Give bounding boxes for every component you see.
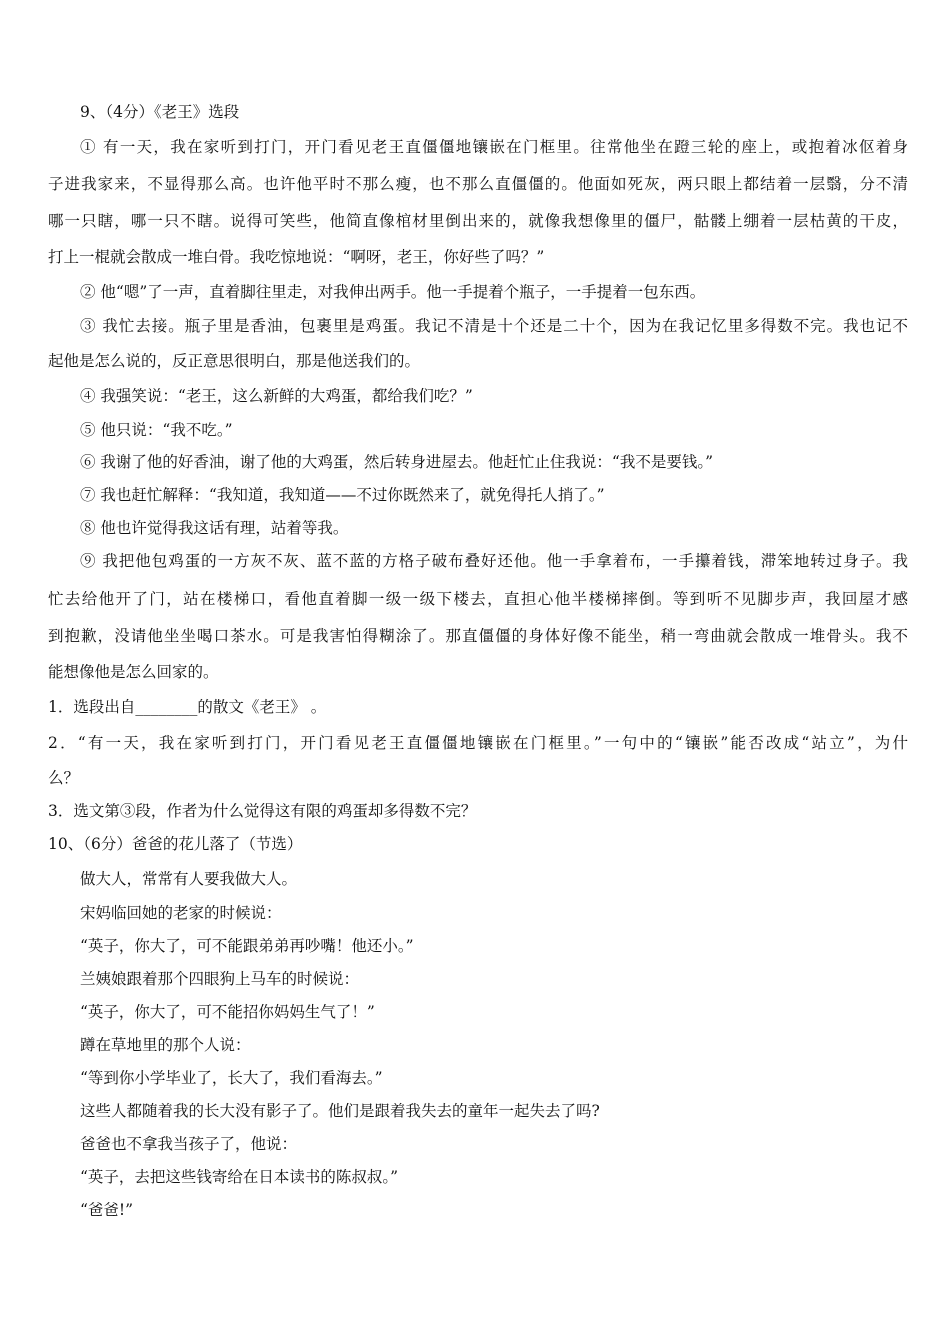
q9-para1-line1: ① 有一天，我在家听到打门，开门看见老王直僵僵地镶嵌在门框里。往常他坐在蹬三轮的座上，或抱着冰伛着身 <box>80 138 908 156</box>
q9-para9-line2: 忙去给他开了门，站在楼梯口，看他直着脚一级一级下楼去，直担心他半楼梯摔倒。等到听不见脚步声，我回屋才感 <box>48 590 908 608</box>
q9-para5-line1: ⑤ 他只说：“我不吃。” <box>80 421 233 439</box>
q10-heading: 10、（6分）爸爸的花儿落了（节选） <box>48 835 303 853</box>
q9-para2-line1: ② 他“嗯”了一声，直着脚往里走，对我伸出两手。他一手提着个瓶子，一手提着一包东西。 <box>80 283 706 301</box>
q10-line6: 蹲在草地里的那个人说： <box>80 1036 251 1054</box>
q9-para9-line4: 能想像他是怎么回家的。 <box>48 663 219 681</box>
q9-para7-line1: ⑦ 我也赶忙解释：“我知道，我知道——不过你既然来了，就免得托人捎了。” <box>80 486 605 504</box>
q10-line4: 兰姨娘跟着那个四眼狗上马车的时候说： <box>80 970 360 988</box>
q9-para8-line1: ⑧ 他也许觉得我这话有理，站着等我。 <box>80 519 349 537</box>
q10-line11: “爸爸!” <box>80 1201 134 1219</box>
q10-line9: 爸爸也不拿我当孩子了，他说： <box>80 1135 298 1153</box>
q9-heading: 9、（4分）《老王》选段 <box>80 103 240 121</box>
q9-question3: 3．选文第③段，作者为什么觉得这有限的鸡蛋却多得数不完？ <box>48 802 477 820</box>
q10-line3: “英子，你大了，可不能跟弟弟再吵嘴！他还小。” <box>80 937 414 955</box>
q10-line10: “英子，去把这些钱寄给在日本读书的陈叔叔。” <box>80 1168 399 1186</box>
q10-line7: “等到你小学毕业了，长大了，我们看海去。” <box>80 1069 383 1087</box>
q9-para4-line1: ④ 我强笑说：“老王，这么新鲜的大鸡蛋，都给我们吃？” <box>80 387 473 405</box>
q10-line8: 这些人都随着我的长大没有影子了。他们是跟着我失去的童年一起失去了吗? <box>80 1102 600 1120</box>
q9-para3-line2: 起他是怎么说的，反正意思很明白，那是他送我们的。 <box>48 352 421 370</box>
q9-para1-line2: 子进我家来，不显得那么高。也许他平时不那么瘦，也不那么直僵僵的。他面如死灰，两只眼上都结着一层翳，分不清 <box>48 175 908 193</box>
q9-question2-line1: 2．“有一天，我在家听到打门，开门看见老王直僵僵地镶嵌在门框里。”一句中的“镶嵌”能否改成“站立”，为什 <box>48 734 908 752</box>
q10-line2: 宋妈临回她的老家的时候说： <box>80 904 282 922</box>
q9-para9-line1: ⑨ 我把他包鸡蛋的一方灰不灰、蓝不蓝的方格子破布叠好还他。他一手拿着布，一手攥着钱，滞笨地转过身子。我 <box>80 552 908 570</box>
q9-para1-line3: 哪一只瞎，哪一只不瞎。说得可笑些，他简直像棺材里倒出来的，就像我想像里的僵尸，骷髅上绷着一层枯黄的干皮， <box>48 212 908 230</box>
q9-para6-line1: ⑥ 我谢了他的好香油，谢了他的大鸡蛋，然后转身进屋去。他赶忙止住我说：“我不是要钱。” <box>80 453 714 471</box>
q9-question2-line2: 么？ <box>48 769 80 787</box>
q9-question1: 1．选段出自________的散文《老王》 。 <box>48 698 327 716</box>
q9-para9-line3: 到抱歉，没请他坐坐喝口茶水。可是我害怕得糊涂了。那直僵僵的身体好像不能坐，稍一弯曲就会散成一堆骨头。我不 <box>48 627 908 645</box>
q9-para3-line1: ③ 我忙去接。瓶子里是香油，包裹里是鸡蛋。我记不清是十个还是二十个，因为在我记忆里多得数不完。我也记不 <box>80 317 908 335</box>
q10-line1: 做大人，常常有人要我做大人。 <box>80 870 298 888</box>
q9-para1-line4: 打上一棍就会散成一堆白骨。我吃惊地说：“啊呀，老王，你好些了吗？” <box>48 248 545 266</box>
q10-line5: “英子，你大了，可不能招你妈妈生气了！” <box>80 1003 375 1021</box>
